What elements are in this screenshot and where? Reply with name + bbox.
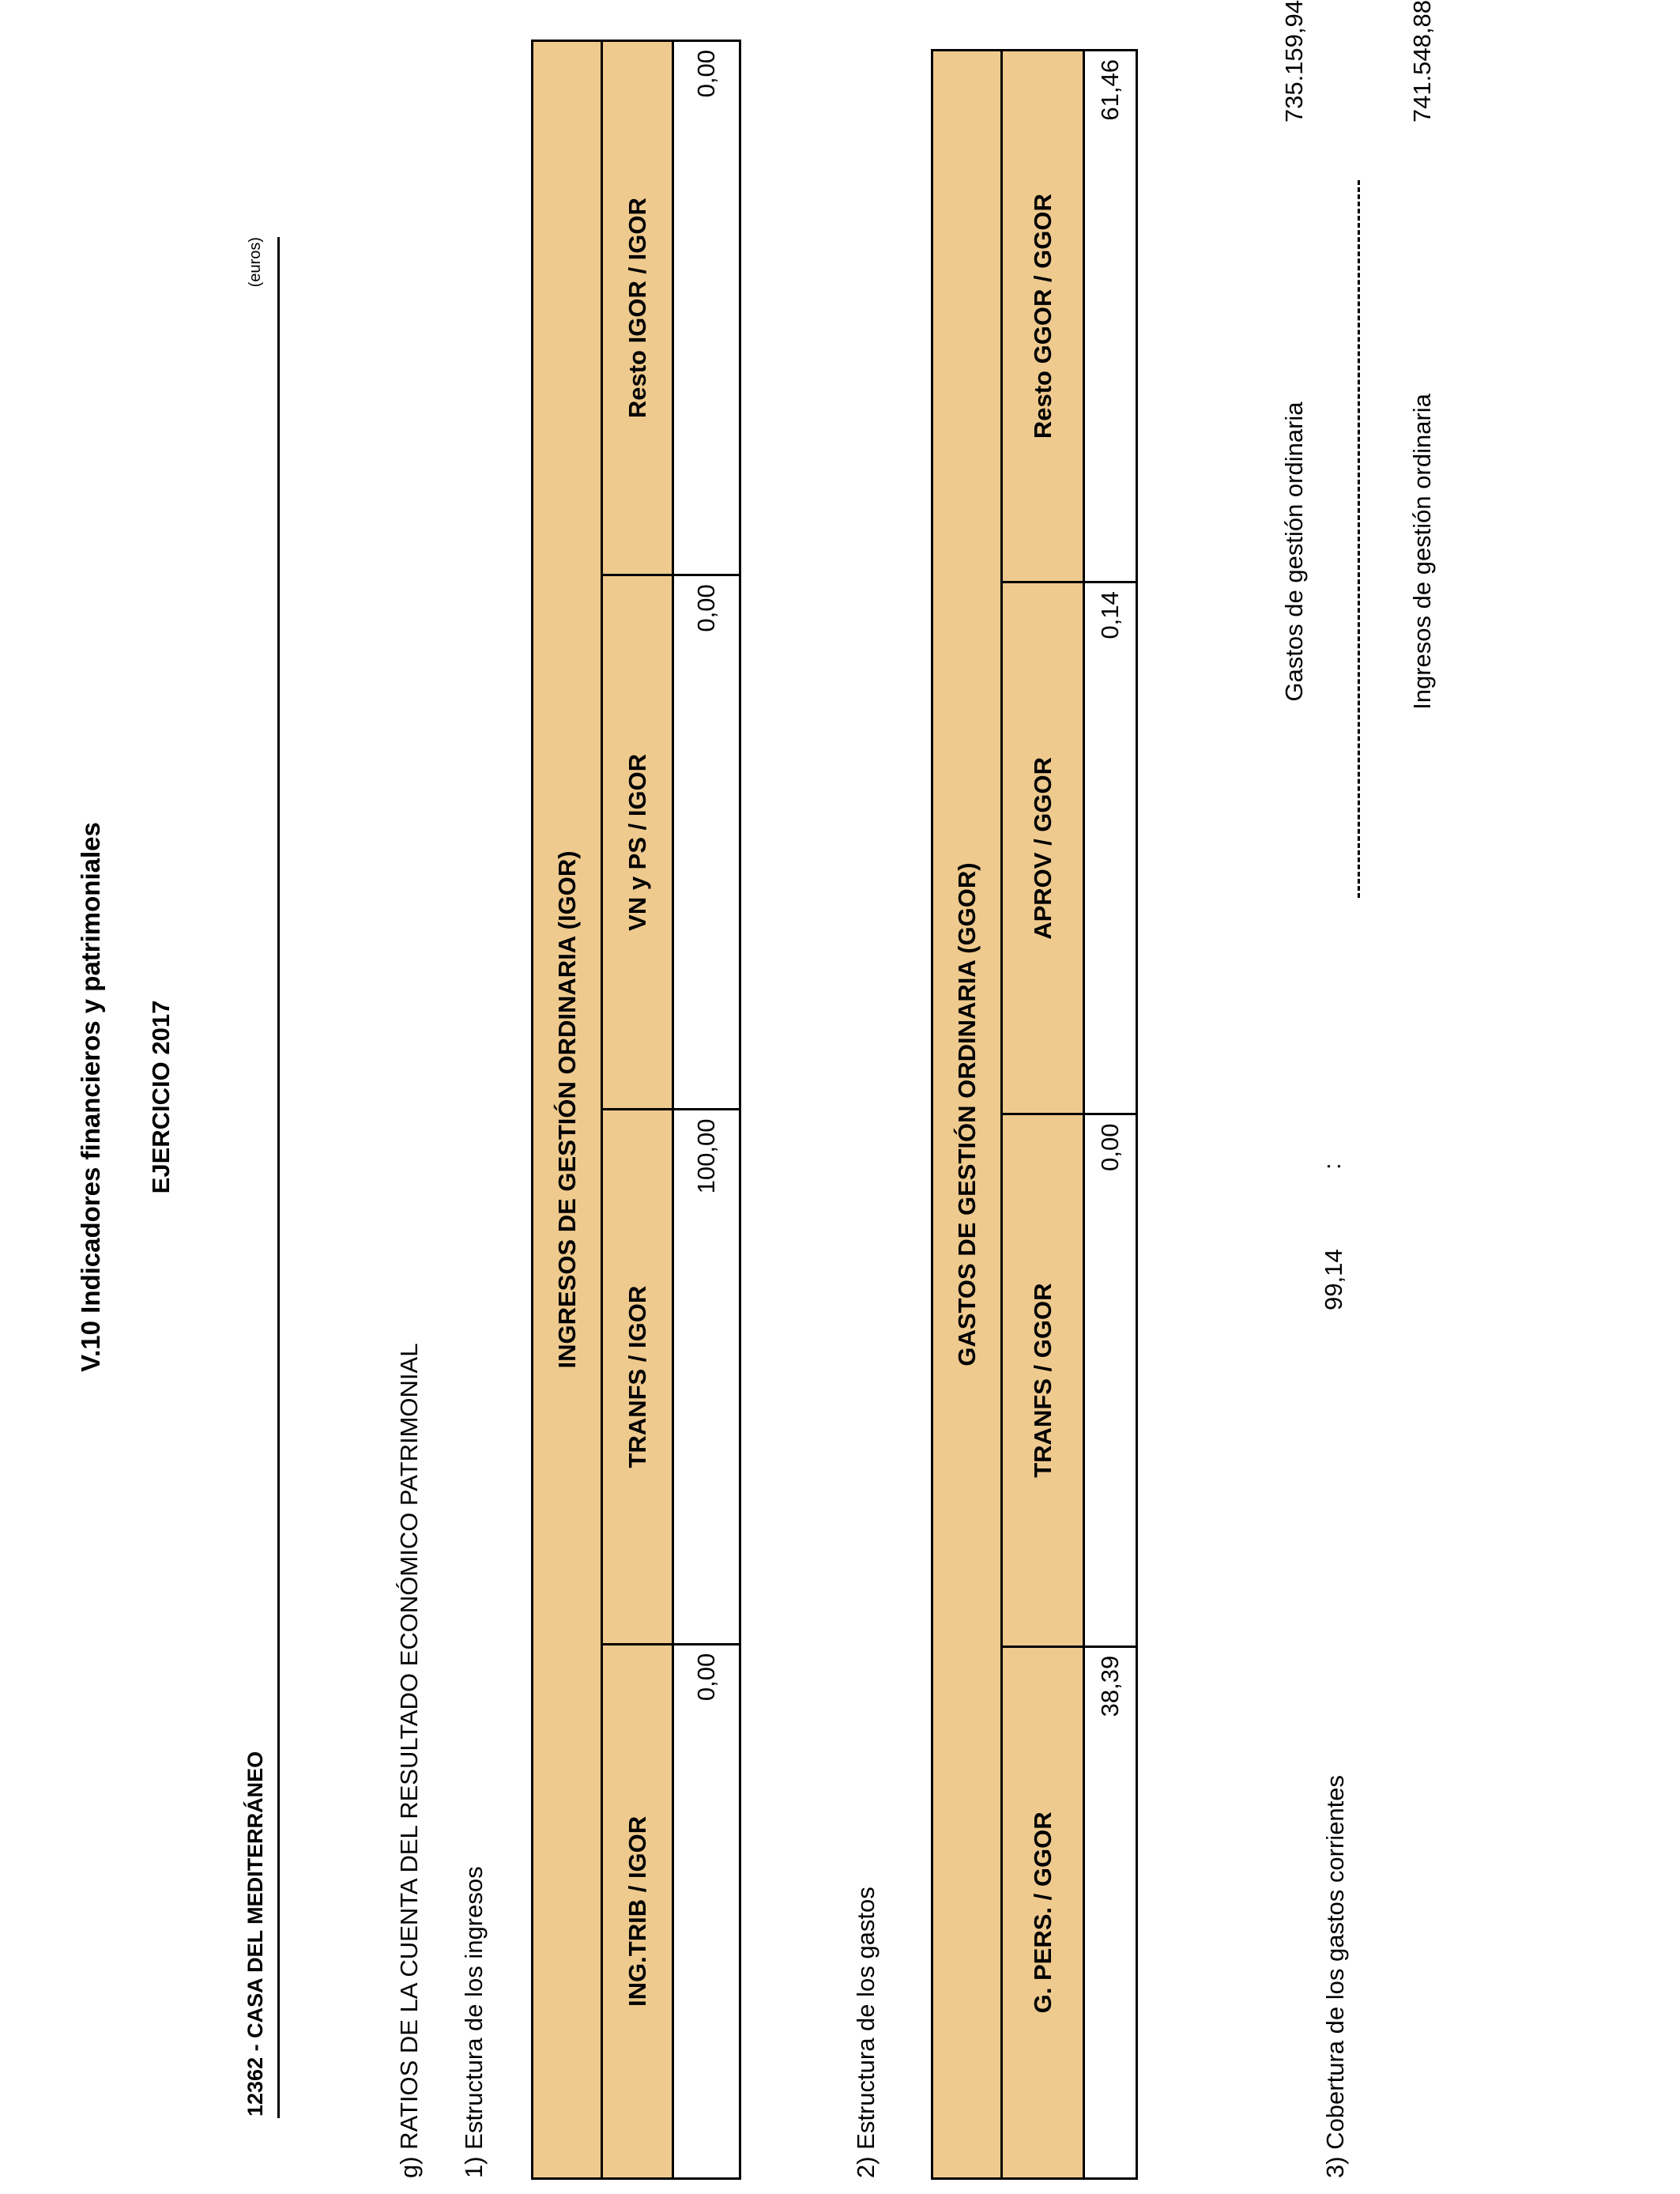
report-title: V.10 Indicadores financieros y patrimoniales	[76, 822, 105, 1372]
ingresos-group-header: INGRESOS DE GESTIÓN ORDINARIA (IGOR)	[533, 40, 603, 2177]
gastos-group-header: GASTOS DE GESTIÓN ORDINARIA (GGOR)	[933, 49, 1003, 2177]
column-header: G. PERS. / GGOR	[1003, 1646, 1085, 2177]
denominator-value: 741.548,88	[1408, 0, 1436, 123]
section-heading: g) RATIOS DE LA CUENTA DEL RESULTADO ECONÓMICO PATRIMONIAL	[395, 1343, 423, 2178]
entity-header	[242, 237, 280, 2118]
column-header: TRANFS / IGOR	[603, 1109, 674, 1643]
value-cell: 100,00	[674, 1109, 741, 1643]
cobertura-ratio	[1280, 0, 1454, 2194]
value-cell: 0,00	[674, 1643, 741, 2177]
ingresos-label: 1) Estructura de los ingresos	[460, 1866, 488, 2178]
gastos-label: 2) Estructura de los gastos	[852, 1887, 880, 2178]
column-header: ING.TRIB / IGOR	[603, 1643, 674, 2177]
gastos-table	[931, 49, 1138, 2180]
cobertura-label: 3) Cobertura de los gastos corrientes	[1321, 1774, 1349, 2178]
value-cell: 0,14	[1085, 581, 1138, 1113]
cobertura-result: 99,14	[1320, 1249, 1347, 1310]
column-header: APROV / GGOR	[1003, 581, 1085, 1113]
unit-label: (euros)	[247, 237, 264, 288]
fraction-line	[1358, 180, 1360, 898]
denominator-label: Ingresos de gestión ordinaria	[1408, 394, 1436, 710]
entity-name: 12362 - CASA DEL MEDITERRÁNEO	[243, 1751, 267, 2117]
numerator-label: Gastos de gestión ordinaria	[1280, 401, 1308, 702]
value-cell: 0,00	[1085, 1114, 1138, 1646]
column-header: Resto GGOR / GGOR	[1003, 49, 1085, 581]
ratio-colon: :	[1318, 1163, 1346, 1170]
value-cell: 0,00	[674, 40, 741, 574]
column-header: VN y PS / IGOR	[603, 574, 674, 1108]
ingresos-table	[531, 40, 741, 2180]
column-header: Resto IGOR / IGOR	[603, 40, 674, 574]
column-header: TRANFS / GGOR	[1003, 1114, 1085, 1646]
value-cell: 61,46	[1085, 49, 1138, 581]
value-cell: 38,39	[1085, 1646, 1138, 2177]
report-subtitle: EJERCICIO 2017	[147, 1000, 175, 1194]
value-cell: 0,00	[674, 574, 741, 1108]
numerator-value: 735.159,94	[1280, 0, 1308, 123]
